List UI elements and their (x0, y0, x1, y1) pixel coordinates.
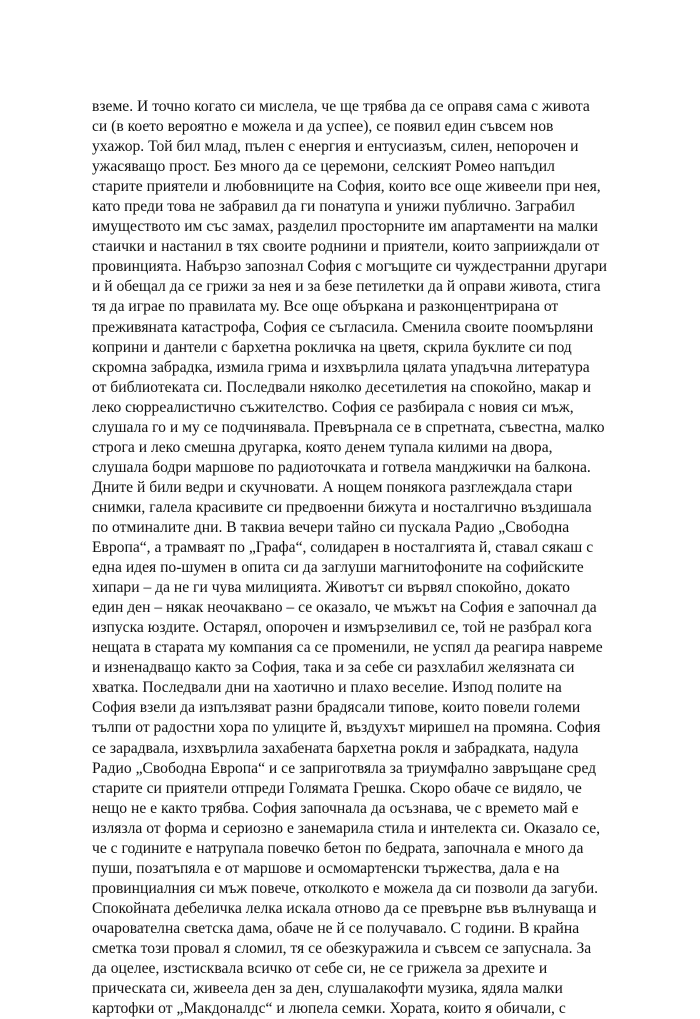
text-line: да оцелее, изстисквала всичко от себе си, не се грижела за дрехите и (92, 960, 548, 978)
text-line: тя да играе по правилата му. Все още объркана и разконцентрирана от (92, 298, 559, 316)
text-line: тълпи от радостни хора по улиците й, въздухът миришел на промяна. София (92, 719, 601, 737)
text-line: скромна забрадка, измила грима и изхвърлила цялата упадъчна литература (92, 358, 590, 376)
text-line: излязла от форма и сериозно е занемарила стила и интелекта си. Оказало се, (92, 819, 601, 837)
text-line: старите си приятели отпреди Голямата Грешка. Скоро обаче се видяло, че (92, 779, 582, 797)
text-line: стаички и настанил в тях своите роднини и приятели, които заприиждали от (92, 238, 600, 256)
text-line: строга и леко смешна другарка, която денем тупала килими на двора, (92, 438, 553, 456)
text-line: нещо не е както трябва. София започнала да осъзнава, че с времето май е (92, 799, 579, 817)
text-line: София взели да изпълзяват разни брадясали типове, които повели големи (92, 699, 581, 717)
text-line: очарователна светска дама, обаче не й се получавало. С години. В крайна (92, 919, 580, 937)
text-line: и изненадващо както за София, така и за себе си разхлабил желязната си (92, 659, 575, 677)
text-line: като преди това не забравил да ги понатупа и унижи публично. Заграбил (92, 198, 575, 216)
text-line: имуществото им със замах, разделил просторните им апартаменти на малки (92, 218, 599, 236)
text-line: Европа“, а трамваят по „Графа“, солидарен в носталгията й, ставал сякаш с (92, 539, 594, 557)
text-line: сметка този провал я сломил, тя се обезкуражила и съвсем се запуснала. За (92, 939, 592, 957)
text-line: провинциалния си мъж повече, отколкото е можела да си позволи да загуби. (92, 879, 599, 897)
text-line: си (в което вероятно е можела и да успее), се появил един съвсем нов (92, 118, 554, 136)
text-line: хватка. Последвали дни на хаотично и плахо веселие. Изпод полите на (92, 679, 562, 697)
text-line: провинцията. Набързо запознал София с могъщите си чуждестранни другари (92, 258, 608, 276)
text-line: Дните й били ведри и скучновати. А нощем понякога разглеждала стари (92, 478, 573, 496)
text-line: изпуска юздите. Остарял, опорочен и измързеливил се, той не разбрал кога (92, 619, 592, 637)
text-line: снимки, галела красивите си предвоенни бижута и носталгично въздишала (92, 498, 592, 516)
text-line: един ден – някак неочаквано – се оказало, че мъжът на София е започнал да (92, 599, 597, 617)
text-line: хипари – да не ги чува милицията. Животът си вървял спокойно, докато (92, 579, 570, 597)
text-line: че с годините е натрупала повечко бетон по бедрата, започнала е много да (92, 839, 584, 857)
text-line: Радио „Свободна Европа“ и се заприготвяла за триумфално завръщане сред (92, 759, 597, 777)
text-line: картофки от „Макдоналдс“ и люпела семки. Хората, които я обичали, с (92, 1000, 566, 1018)
body-text (92, 97, 612, 1019)
text-line: нещата в старата му компания са се променили, не успял да реагира навреме (92, 639, 603, 657)
text-line: една идея по-шумен в опита си да заглуши магнитофоните на софийските (92, 559, 584, 577)
text-line: слушала го и му се подчинявала. Превърнала се в спретната, съвестна, малко (92, 418, 605, 436)
text-line: и й обещал да се грижи за нея и за безе петилетки да й оправи живота, стига (92, 278, 601, 296)
text-line: преживяната катастрофа, София се съгласила. Сменила своите поомърляни (92, 318, 594, 336)
text-line: по отминалите дни. В таквиа вечери тайно си пускала Радио „Свободна (92, 518, 570, 536)
text-line: Спокойната дебеличка лелка искала отново да се превърне във вълнуваща и (92, 899, 597, 917)
text-line: ужасяващо прост. Без много да се церемони, селският Ромео напъдил (92, 158, 555, 176)
text-line: прическата си, живеела ден за ден, слушалакофти музика, ядяла малки (92, 980, 563, 998)
text-line: старите приятели и любовниците на София, които все още живеели при нея, (92, 178, 601, 196)
text-line: вземе. И точно когато си мислела, че ще трябва да се оправя сама с живота (92, 98, 590, 115)
text-line: ухажор. Той бил млад, пълен с енергия и ентусиазъм, силен, непорочен и (92, 138, 579, 156)
text-line: от библиотеката си. Последвали няколко десетилетия на спокойно, макар и (92, 378, 591, 396)
text-line: се зарадвала, изхвърлила захабената бархетна рокля и забрадката, надула (92, 739, 579, 757)
text-line: пуши, позатъпяла е от маршове и осмомартенски тържества, дала е на (92, 859, 560, 877)
text-line: коприни и дантели с бархетна рокличка на цветя, скрила буклите си под (92, 338, 572, 356)
text-line: леко сюрреалистично съжителство. София се разбирала с новия си мъж, (92, 398, 574, 416)
text-line: слушала бодри маршове по радиоточката и готвела манджички на балкона. (92, 458, 591, 476)
